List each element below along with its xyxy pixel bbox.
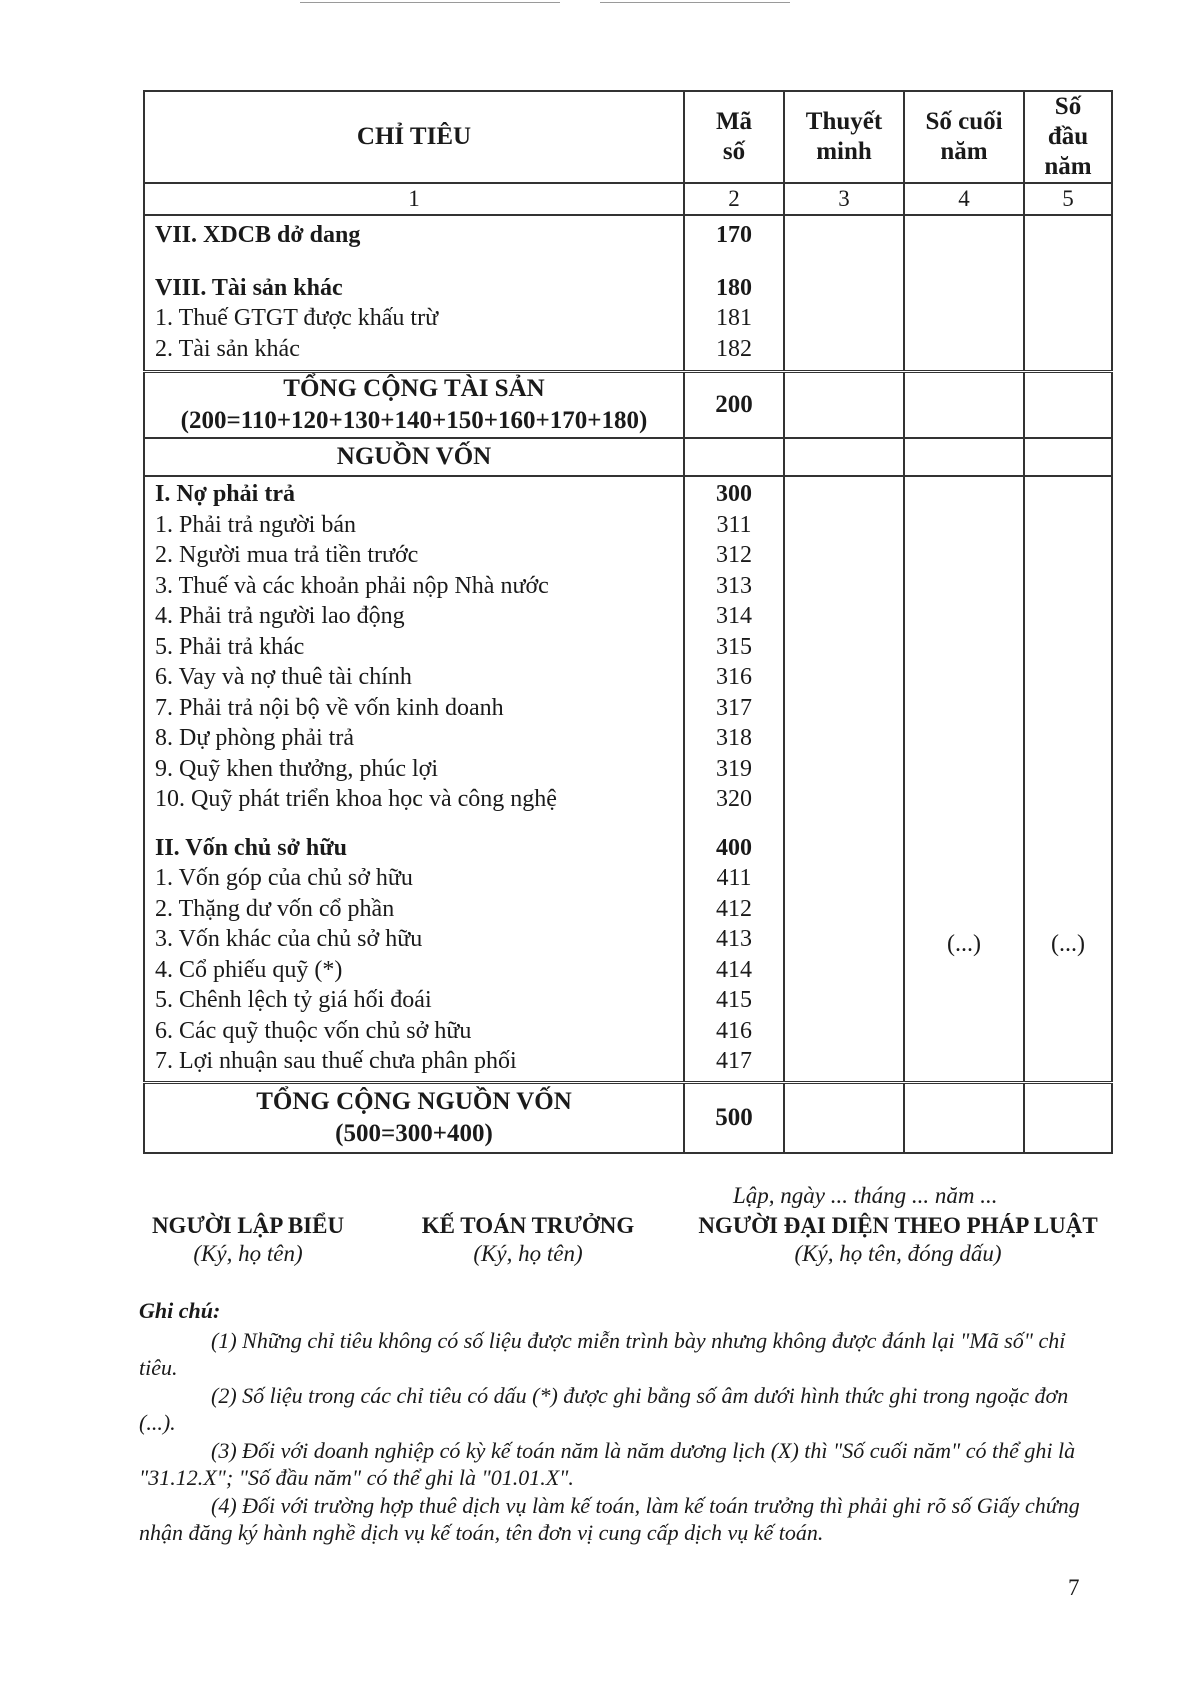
- signature-legal-representative: [688, 1213, 1108, 1267]
- line-code: 181: [716, 305, 752, 331]
- empty-cell: [784, 215, 904, 372]
- header-so-cuoi-nam: Số cuối năm: [904, 91, 1024, 183]
- line-item-label: 1. Thuế GTGT được khấu trừ: [155, 305, 439, 331]
- line-item-label: 4. Cổ phiếu quỹ (*): [155, 956, 343, 983]
- column-number: 4: [904, 183, 1024, 215]
- line-item-label: 8. Dự phòng phải trả: [155, 725, 354, 751]
- line-code: 412: [716, 895, 752, 922]
- assets-other-labels: [144, 215, 684, 372]
- treasury-stock-end-value: (...): [904, 476, 1024, 1082]
- line-item-label: 10. Quỹ phát triển khoa học và công nghệ: [155, 786, 557, 812]
- nguon-von-row: [144, 438, 1112, 476]
- treasury-stock-begin-value: (...): [1024, 476, 1112, 1082]
- line-item-label: 1. Vốn góp của chủ sở hữu: [155, 865, 413, 891]
- empty-cell: [904, 1082, 1024, 1153]
- line-code: 416: [716, 1017, 752, 1044]
- total-capital-label: TỔNG CỘNG NGUỒN VỐN (500=300+400): [144, 1082, 684, 1153]
- note-item: (4) Đối với trường hợp thuê dịch vụ làm kế toán, làm kế toán trưởng thì phải ghi rõ số Giấy chứng nhận đăng ký hành nghề dịch vụ kế toán, tên đơn vị cung cấp dịch vụ kế toán.: [139, 1492, 1080, 1545]
- header-row: [144, 91, 1112, 183]
- line-item-label: 6. Các quỹ thuộc vốn chủ sở hữu: [155, 1017, 472, 1044]
- empty-cell: [1024, 215, 1112, 372]
- liabilities-equity-labels: [144, 476, 684, 1082]
- signature-title: NGƯỜI LẬP BIỂU: [151, 1213, 345, 1238]
- column-number-row: [144, 183, 1112, 215]
- line-code: 413: [716, 926, 752, 952]
- column-number: 2: [684, 183, 784, 215]
- column-number: 5: [1024, 183, 1112, 215]
- signature-title: NGƯỜI ĐẠI DIỆN THEO PHÁP LUẬT: [698, 1213, 1098, 1238]
- total-assets-row: [144, 372, 1112, 439]
- line-code: 182: [716, 335, 752, 362]
- line-code: 317: [716, 694, 752, 721]
- line-item-label: 6. Vay và nợ thuê tài chính: [155, 664, 412, 690]
- section-title: II. Vốn chủ sở hữu: [155, 834, 347, 861]
- nguon-von-heading: NGUỒN VỐN: [144, 438, 684, 476]
- line-item-label: 3. Vốn khác của chủ sở hữu: [155, 926, 423, 952]
- place-date-line: Lập, ngày ... tháng ... năm ...: [733, 1183, 998, 1208]
- header-so-dau-nam: Số đầu năm: [1024, 91, 1112, 183]
- line-code: 315: [716, 633, 752, 660]
- assets-other-codes: [684, 215, 784, 372]
- signature-preparer: [138, 1213, 358, 1267]
- header-chi-tieu: CHỈ TIÊU: [144, 91, 684, 183]
- line-item-label: 2. Người mua trả tiền trước: [155, 542, 419, 568]
- line-code: 400: [716, 834, 752, 861]
- empty-cell: [684, 438, 784, 476]
- line-code: 417: [716, 1048, 752, 1074]
- signature-instruction: (Ký, họ tên): [473, 1241, 583, 1266]
- line-code: 314: [716, 603, 752, 629]
- notes-section: [139, 1297, 1089, 1547]
- line-code: 414: [716, 956, 752, 983]
- line-code: 316: [716, 664, 752, 690]
- line-code: 415: [716, 987, 752, 1013]
- header-thuyet-minh: Thuyết minh: [784, 91, 904, 183]
- total-capital-row: [144, 1082, 1112, 1153]
- signature-instruction: (Ký, họ tên, đóng dấu): [794, 1241, 1002, 1266]
- balance-sheet-table: [143, 90, 1113, 1154]
- column-number: 1: [144, 183, 684, 215]
- line-code: 300: [716, 481, 752, 507]
- line-item-label: 3. Thuế và các khoản phải nộp Nhà nước: [155, 572, 549, 599]
- signature-title: KẾ TOÁN TRƯỞNG: [421, 1213, 635, 1238]
- section-title: VII. XDCB dở dang: [155, 222, 361, 248]
- notes-title: Ghi chú:: [139, 1298, 221, 1323]
- line-code: 313: [716, 572, 752, 599]
- total-assets-label: TỔNG CỘNG TÀI SẢN (200=110+120+130+140+150+160+170+180): [144, 372, 684, 439]
- line-code: 411: [716, 865, 752, 891]
- section-liabilities-equity: [144, 476, 1112, 1082]
- empty-cell: [784, 372, 904, 439]
- line-item-label: 2. Tài sản khác: [155, 335, 300, 362]
- total-capital-code: 500: [684, 1082, 784, 1153]
- line-item-label: 7. Lợi nhuận sau thuế chưa phân phối: [155, 1048, 517, 1074]
- line-item-label: 4. Phải trả người lao động: [155, 603, 405, 629]
- section-title: VIII. Tài sản khác: [155, 274, 343, 301]
- empty-cell: [904, 372, 1024, 439]
- line-code: 320: [716, 786, 752, 812]
- empty-cell: [784, 1082, 904, 1153]
- line-code: 180: [716, 274, 752, 301]
- line-item-label: 9. Quỹ khen thưởng, phúc lợi: [155, 755, 439, 782]
- page-number: 7: [1068, 1575, 1080, 1600]
- line-code: 170: [716, 222, 752, 248]
- line-item-label: 7. Phải trả nội bộ về vốn kinh doanh: [155, 694, 504, 721]
- line-code: 319: [716, 755, 752, 782]
- liabilities-equity-codes: [684, 476, 784, 1082]
- line-item-label: 5. Phải trả khác: [155, 633, 305, 660]
- empty-cell: [1024, 372, 1112, 439]
- line-code: 312: [716, 542, 752, 568]
- scan-top-edge: [0, 0, 1195, 14]
- note-item: (2) Số liệu trong các chỉ tiêu có dấu (*) được ghi bằng số âm dưới hình thức ghi trong ngoặc đơn (...).: [139, 1382, 1069, 1435]
- line-item-label: 5. Chênh lệch tỷ giá hối đoái: [155, 987, 432, 1013]
- empty-cell: [904, 438, 1024, 476]
- section-title: I. Nợ phải trả: [155, 481, 295, 507]
- empty-cell: [784, 438, 904, 476]
- empty-cell: [784, 476, 904, 1082]
- total-assets-code: 200: [684, 372, 784, 439]
- note-item: (1) Những chỉ tiêu không có số liệu được miễn trình bày nhưng không được đánh lại "Mã số" chỉ tiêu.: [139, 1327, 1066, 1380]
- line-item-label: 1. Phải trả người bán: [155, 511, 356, 538]
- note-item: (3) Đối với doanh nghiệp có kỳ kế toán năm là năm dương lịch (X) thì "Số cuối năm" có thể ghi là "31.12.X"; "Số đầu năm" có thể ghi là "01.01.X".: [139, 1437, 1076, 1490]
- line-code: 318: [716, 725, 752, 751]
- section-assets-other: [144, 215, 1112, 372]
- header-ma-so: Mã số: [684, 91, 784, 183]
- line-item-label: 2. Thặng dư vốn cổ phần: [155, 895, 395, 922]
- signature-chief-accountant: [412, 1213, 644, 1267]
- empty-cell: [1024, 438, 1112, 476]
- empty-cell: [1024, 1082, 1112, 1153]
- column-number: 3: [784, 183, 904, 215]
- signature-instruction: (Ký, họ tên): [193, 1241, 303, 1266]
- line-code: 311: [716, 511, 752, 538]
- empty-cell: [904, 215, 1024, 372]
